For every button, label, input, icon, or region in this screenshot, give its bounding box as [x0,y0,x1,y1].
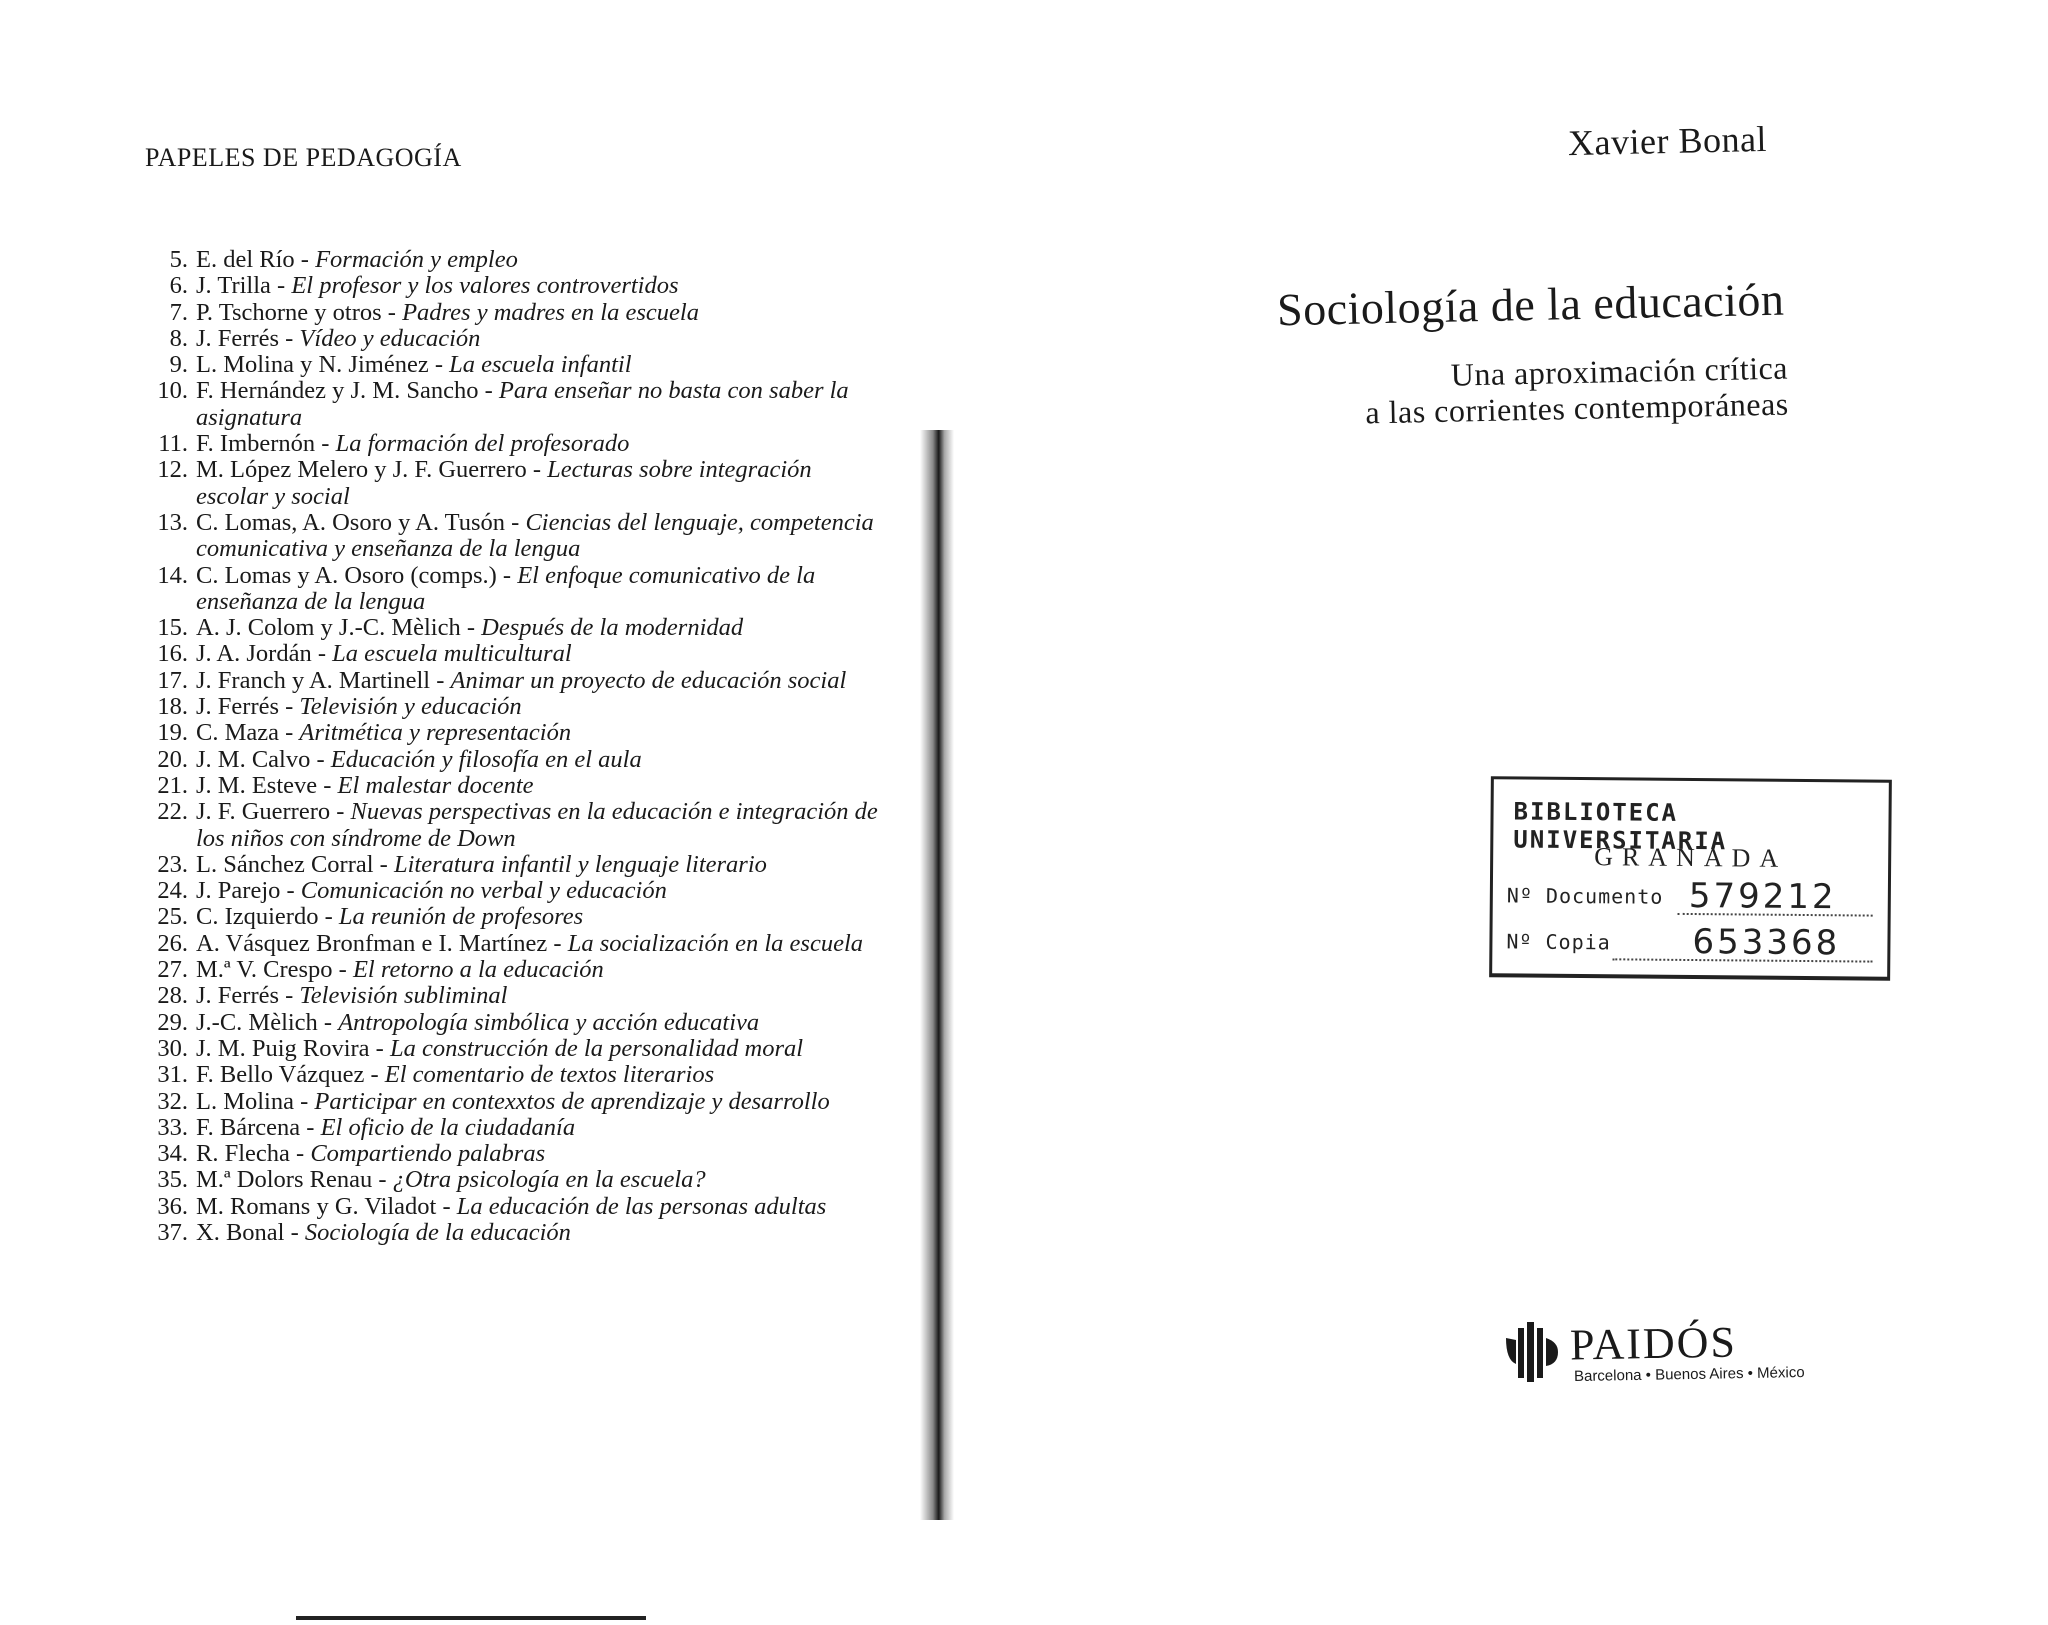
book-number: 15. [157,614,188,642]
book-list-item [148,510,888,563]
book-title-italic: ¿Otra psicología en la escuela? [392,1166,706,1194]
book-author: C. Izquierdo - [196,903,339,931]
book-number: 16. [157,640,188,668]
book-title-italic: Padres y madres en la escuela [402,298,699,326]
book-title-italic: El oficio de la ciudadanía [320,1113,576,1141]
bottom-rule [296,1616,646,1620]
book-list-item [148,273,888,299]
book-number: 26. [157,929,188,957]
book-author: J. M. Esteve - [196,771,338,799]
book-title-italic: Ciencias del lenguaje, competencia comunicativa y enseñanza de la lengua [196,508,874,563]
book-author: J.-C. Mèlich - [196,1008,339,1036]
book-title-italic: Formación y empleo [315,246,518,273]
book-list-item [148,457,888,510]
stamp-library-name: BIBLIOTECA UNIVERSITARIA [1513,797,1728,856]
book-list-item [148,326,888,352]
library-stamp [1489,776,1892,980]
book-title-italic: Televisión subliminal [299,982,508,1010]
book-list [148,247,888,1246]
book-list-item [148,352,888,378]
book-title-italic: Compartiendo palabras [310,1140,546,1168]
book-title-italic: Educación y filosofía en el aula [330,745,642,773]
book-number: 34. [157,1140,188,1168]
book-title-italic: Después de la modernidad [481,614,744,642]
stamp-city: GRANADA [1594,842,1788,873]
book-list-item [148,247,888,273]
book-list-item [148,1167,888,1193]
book-author: X. Bonal - [196,1218,305,1246]
book-number: 27. [157,956,188,984]
book-number: 29. [157,1008,188,1036]
book-number: 10. [157,377,188,405]
stamp-document-label: Nº Documento [1506,883,1664,909]
book-number: 17. [157,666,188,694]
book-author: F. Bello Vázquez - [196,1061,385,1089]
book-title-italic: Literatura infantil y lenguaje literario [393,850,767,878]
book-list-item [148,773,888,799]
book-title-italic: Para enseñar no basta con saber la asignatura [196,377,849,431]
book-number: 14. [157,561,188,589]
book-author: F. Imbernón - [196,430,336,458]
book-title-italic: La reunión de profesores [338,903,584,931]
book-author: M.ª Dolors Renau - [196,1166,393,1194]
book-author: J. Ferrés - [196,982,300,1010]
book-author: E. del Río - [196,246,316,273]
book-author: P. Tschorne y otros - [196,298,403,326]
book-author: C. Lomas, A. Osoro y A. Tusón - [196,508,526,536]
book-title-italic: La construcción de la personalidad moral [389,1034,804,1062]
book-list-item [148,747,888,773]
stamp-copy-label: Nº Copia [1506,929,1611,955]
book-title-italic: Sociología de la educación [304,1218,571,1246]
book-author: J. Parejo - [196,877,301,905]
book-title-italic: Participar en contexxtos de aprendizaje y desarrollo [314,1087,830,1115]
book-list-item [148,957,888,983]
book-list-item [148,431,888,457]
book-author: J. Franch y A. Martinell - [196,666,451,694]
book-author: F. Hernández y J. M. Sancho - [196,377,499,405]
book-number: 8. [169,324,188,352]
book-number: 37. [157,1218,188,1246]
book-title-italic: El profesor y los valores controvertidos [291,272,679,300]
book-title-italic: Antropología simbólica y acción educativa [338,1008,760,1036]
book-title-italic: El comentario de textos literarios [384,1061,715,1089]
author-name: Xavier Bonal [1567,118,1768,164]
book-title-italic: El retorno a la educación [352,956,604,984]
book-number: 18. [157,693,188,721]
book-title-italic: La educación de las personas adultas [456,1192,827,1220]
book-author: L. Molina y N. Jiménez - [196,351,450,379]
book-list-item [148,641,888,667]
book-title-italic: El malestar docente [337,771,534,799]
book-author: J. M. Calvo - [196,745,331,773]
book-title-italic: Aritmética y representación [299,719,572,747]
book-title-italic: La formación del profesorado [335,430,630,458]
book-number: 7. [169,298,188,326]
stamp-document-number: 579212 [1688,875,1837,918]
book-author: M.ª V. Crespo - [196,956,353,984]
stamp-copy-number: 653368 [1692,922,1841,964]
book-number: 25. [157,903,188,931]
book-number: 13. [157,508,188,536]
book-title-italic: Televisión y educación [299,693,522,721]
book-list-item [148,1220,888,1246]
book-author: L. Molina - [196,1087,315,1115]
publisher-name: PAIDÓS [1569,1317,1738,1370]
book-list-item [148,1010,888,1036]
book-number: 33. [157,1113,188,1141]
book-number: 24. [157,877,188,905]
book-number: 30. [157,1034,188,1062]
book-author: J. M. Puig Rovira - [196,1034,390,1062]
book-number: 5. [169,246,188,273]
book-list-item [148,931,888,957]
book-list-item [148,1194,888,1220]
book-number: 12. [157,456,188,484]
book-number: 22. [157,798,188,826]
book-list-item [148,904,888,930]
book-title-italic: El enfoque comunicativo de la enseñanza de la lengua [196,561,816,615]
book-author: C. Maza - [196,719,300,747]
book-list-item [148,668,888,694]
book-author: J. Ferrés - [196,324,300,352]
book-list-item [148,563,888,616]
book-list-item [148,1141,888,1167]
book-list-item [148,694,888,720]
series-title: PAPELES DE PEDAGOGÍA [145,143,462,172]
book-title-italic: La socialización en la escuela [567,929,864,957]
book-list-item [148,799,888,852]
book-title: Sociología de la educación [1276,273,1785,336]
book-author: M. Romans y G. Viladot - [196,1192,457,1220]
book-author: J. A. Jordán - [196,640,333,668]
publisher-cities: Barcelona • Buenos Aires • México [1573,1363,1805,1386]
subtitle-line-1: Una aproximación crítica [1450,349,1788,393]
book-author: A. Vásquez Bronfman e I. Martínez - [196,929,568,957]
book-number: 35. [157,1166,188,1194]
subtitle-line-2: a las corrientes contemporáneas [1364,385,1789,431]
gutter-shadow [920,430,954,1520]
book-list-item [148,378,888,431]
book-list-item [148,615,888,641]
book-number: 9. [169,351,188,379]
book-number: 32. [157,1087,188,1115]
book-list-item [148,983,888,1009]
book-list-item [148,878,888,904]
book-author: J. F. Guerrero - [196,798,351,826]
book-author: J. Ferrés - [196,693,300,721]
book-number: 21. [157,771,188,799]
book-number: 20. [157,745,188,773]
book-title-italic: Lecturas sobre integración escolar y social [196,456,812,510]
book-list-item [148,1036,888,1062]
book-author: A. J. Colom y J.-C. Mèlich - [196,614,482,642]
book-list-item [148,1062,888,1088]
book-title-italic: Nuevas perspectivas en la educación e integración de los niños con síndrome de Down [196,798,878,852]
book-number: 6. [169,272,188,300]
book-author: C. Lomas y A. Osoro (comps.) - [196,561,518,589]
book-list-item [148,852,888,878]
book-number: 31. [157,1061,188,1089]
paidos-logo-icon [1502,1320,1562,1382]
book-list-item [148,1089,888,1115]
book-title-italic: Animar un proyecto de educación social [450,666,847,694]
book-list-item [148,1115,888,1141]
book-author: J. Trilla - [196,272,292,300]
book-title-italic: Vídeo y educación [299,324,481,352]
book-list-item [148,300,888,326]
book-title-italic: Comunicación no verbal y educación [300,877,667,905]
book-number: 19. [157,719,188,747]
book-list-item [148,720,888,746]
book-number: 36. [157,1192,188,1220]
book-author: F. Bárcena - [196,1113,321,1141]
book-author: M. López Melero y J. F. Guerrero - [196,456,548,484]
book-number: 23. [157,850,188,878]
book-number: 11. [158,430,188,458]
book-number: 28. [157,982,188,1010]
book-subtitle [1364,350,1789,431]
book-title-italic: La escuela infantil [449,351,632,379]
book-author: R. Flecha - [196,1140,311,1168]
book-title-italic: La escuela multicultural [332,640,572,668]
book-author: L. Sánchez Corral - [196,850,394,878]
